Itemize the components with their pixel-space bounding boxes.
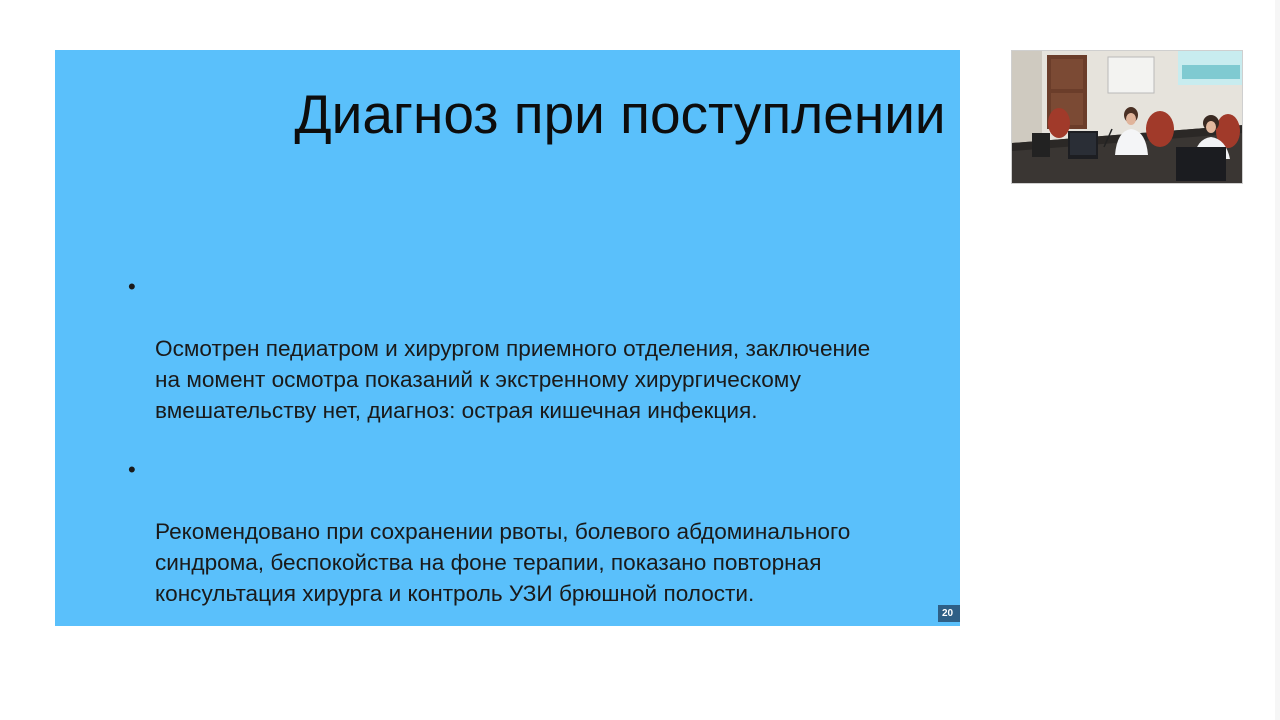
page-edge — [1275, 0, 1280, 720]
webcam-image — [1012, 51, 1243, 184]
bullet-list — [125, 271, 960, 609]
bullet-marker: • — [128, 457, 136, 482]
slide-number: 20 — [938, 605, 960, 622]
slide — [55, 50, 960, 626]
webcam-feed — [1011, 50, 1243, 184]
bullet-item — [125, 271, 960, 426]
bullet-text: Рекомендовано при сохранении рвоты, болевого абдоминального синдрома, беспокойства на фоне терапии, показано повторная консультация хирурга и контроль УЗИ брюшной полости. — [155, 519, 851, 606]
bullet-text: Осмотрен педиатром и хирургом приемного отделения, заключение на момент осмотра показаний к экстренному хирургическому вмешательству нет, диагноз: острая кишечная инфекция. — [155, 336, 871, 423]
bullet-marker: • — [128, 274, 136, 299]
slide-title: Диагноз при поступлении — [294, 83, 946, 145]
bullet-item — [125, 454, 960, 609]
